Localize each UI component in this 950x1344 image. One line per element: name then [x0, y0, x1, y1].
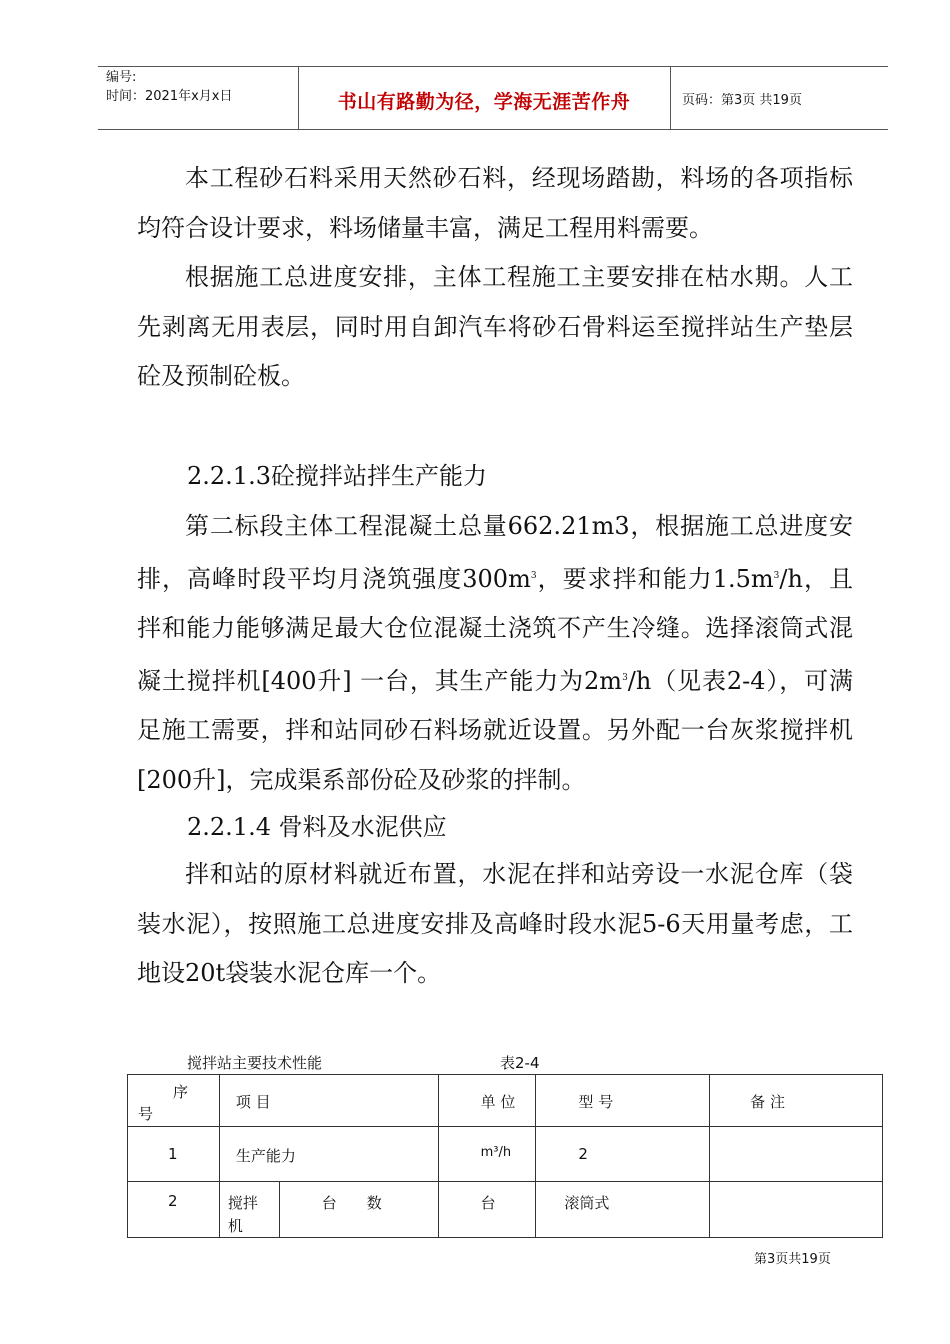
superscript-3: 3: [622, 672, 628, 683]
header-note-cell: [710, 1075, 883, 1127]
row1-seq-cell: [128, 1127, 220, 1182]
p3-part-a: 第二标段主体工程混凝土总量662.21m3，根据施工总进度安排，高峰时段平均月浇筑强度300m: [137, 512, 853, 593]
row1-unit: m³/h: [480, 1145, 512, 1160]
p3-part-c: /h，且拌和能力能够满足最大仓位混凝土浇筑不产生冷缝。选择滚筒式混凝土搅拌机[400升] 一台，其生产能力为2m: [137, 564, 853, 695]
page-header: [98, 66, 888, 130]
row1-model-cell: [536, 1127, 710, 1182]
p3-part-b: ，要求拌和能力1.5m: [536, 564, 774, 593]
date-label: 时间：2021年x月x日: [106, 89, 233, 104]
header-meta-cell: [98, 67, 299, 129]
table-header-row: [128, 1075, 883, 1127]
header-item-cell: [219, 1075, 438, 1127]
motto: 书山有路勤为径，学海无涯苦作舟: [337, 91, 631, 113]
row2-sub: 台 数: [321, 1194, 382, 1212]
row2-note-cell: [710, 1182, 883, 1238]
row1-item: 生产能力: [235, 1147, 296, 1165]
table-caption-number: 表2-4: [500, 1054, 540, 1072]
table-row: [128, 1127, 883, 1182]
row2-item-cell: [219, 1182, 279, 1238]
row1-seq: 1: [168, 1145, 178, 1163]
row2-seq-cell: [128, 1182, 220, 1238]
header-motto-cell: [298, 67, 671, 129]
spec-table: [127, 1074, 883, 1238]
header-page-label: 页码：第3页 共19页: [682, 93, 802, 108]
header-page-cell: [670, 67, 888, 129]
header-unit: 单 位: [480, 1093, 516, 1111]
row1-unit-cell: [438, 1127, 536, 1182]
paragraph-1: 本工程砂石料采用天然砂石料，经现场踏勘，料场的各项指标均符合设计要求，料场储量丰富，满足工程用料需要。: [137, 164, 853, 242]
number-label: 编号:: [106, 70, 137, 85]
paragraph-3: [137, 502, 853, 805]
header-seq-a: 序: [173, 1083, 189, 1101]
heading-2-2-1-4: 2.2.1.4 骨料及水泥供应: [187, 813, 447, 841]
header-seq-cell: [128, 1075, 220, 1127]
header-item: 项 目: [235, 1093, 271, 1111]
header-unit-cell: [438, 1075, 536, 1127]
row1-item-cell: [219, 1127, 438, 1182]
row2-unit-cell: [438, 1182, 536, 1238]
header-model: 型 号: [578, 1093, 614, 1111]
row2-unit: 台: [480, 1194, 496, 1212]
superscript-3: 3: [773, 570, 780, 581]
row2-sub-cell: [279, 1182, 438, 1238]
table-row: [128, 1182, 883, 1238]
row2-item-b: 机: [227, 1217, 243, 1235]
table-caption-title: 搅拌站主要技术性能: [187, 1054, 323, 1072]
heading-2-2-1-3: 2.2.1.3砼搅拌站拌生产能力: [187, 462, 487, 490]
row1-note-cell: [710, 1127, 883, 1182]
row1-model: 2: [578, 1145, 588, 1163]
paragraph-4: 拌和站的原材料就近布置，水泥在拌和站旁设一水泥仓库（袋装水泥），按照施工总进度安排及高峰时段水泥5-6天用量考虑，工地设20t袋装水泥仓库一个。: [137, 860, 853, 987]
header-seq-b: 号: [138, 1105, 154, 1123]
superscript-3: 3: [530, 570, 537, 581]
p3-part-d: /h（见表2-4），可满足施工需要，拌和站同砂石料场就近设置。另外配一台灰浆搅拌机[200升]，完成渠系部份砼及砂浆的拌制。: [137, 666, 853, 794]
row2-seq: 2: [168, 1192, 178, 1210]
row2-model: 滚筒式: [564, 1194, 610, 1212]
row2-model-cell: [536, 1182, 710, 1238]
row2-item-a: 搅拌: [227, 1194, 258, 1212]
footer-page-number: 第3页共19页: [754, 1252, 831, 1267]
paragraph-2: 根据施工总进度安排，主体工程施工主要安排在枯水期。人工先剥离无用表层，同时用自卸汽车将砂石骨料运至搅拌站生产垫层砼及预制砼板。: [137, 263, 853, 390]
header-note: 备 注: [750, 1093, 785, 1111]
header-model-cell: [536, 1075, 710, 1127]
